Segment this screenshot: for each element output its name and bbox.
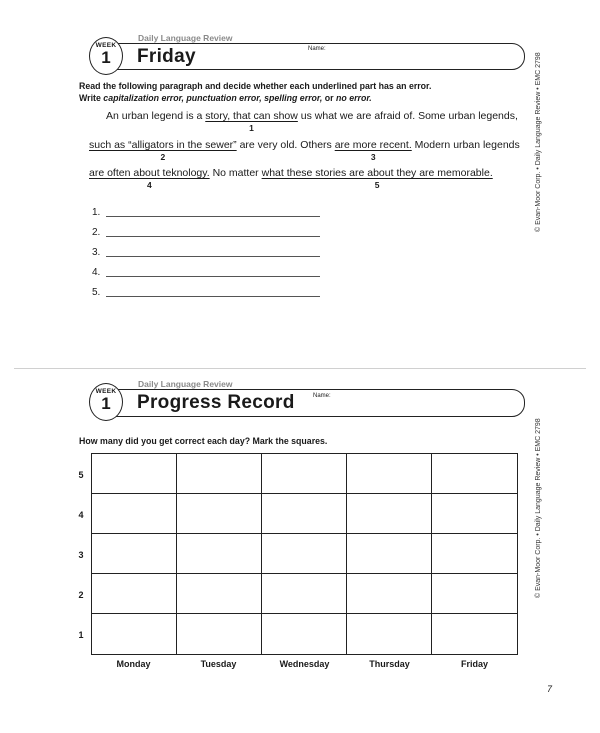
row-label-3: 3 — [78, 550, 84, 560]
grid-square[interactable] — [92, 574, 177, 614]
grid-square[interactable] — [432, 534, 517, 574]
marker-1: 1 — [249, 123, 254, 133]
series-title: Daily Language Review — [138, 33, 233, 43]
grid-square[interactable] — [432, 494, 517, 534]
row-label-1: 1 — [78, 630, 84, 640]
grid-square[interactable] — [177, 494, 262, 534]
cut-line — [14, 368, 586, 369]
grid-square[interactable] — [177, 614, 262, 654]
answer-label-4: 4. — [92, 267, 101, 278]
answer-line-4[interactable] — [106, 276, 320, 277]
grid-square[interactable] — [262, 614, 347, 654]
answer-label-2: 2. — [92, 227, 101, 238]
name-label-2: Name: — [313, 393, 331, 399]
grid-square[interactable] — [347, 454, 432, 494]
day-label-tuesday: Tuesday — [200, 659, 237, 669]
answer-line-3[interactable] — [106, 256, 320, 257]
day-label-friday: Friday — [460, 659, 488, 669]
underlined-part-2: such as “alligators in the sewer” 2 — [89, 139, 237, 162]
week-number: 1 — [101, 48, 111, 67]
grid-square[interactable] — [432, 574, 517, 614]
grid-square[interactable] — [177, 454, 262, 494]
instructions-line2: Write capitalization error, punctuation error, spelling error, or no error. — [79, 92, 372, 103]
grid-square[interactable] — [432, 614, 517, 654]
answer-line-5[interactable] — [106, 296, 320, 297]
grid-square[interactable] — [432, 454, 517, 494]
paragraph-line-2: such as “alligators in the sewer” 2 are very old. Others are more recent. 3 Modern urban legends — [89, 139, 520, 162]
day-label-thursday: Thursday — [369, 659, 410, 669]
paragraph-line-1: An urban legend is a story, that can show 1 us what we are afraid of. Some urban legends, — [106, 110, 518, 133]
answer-line-2[interactable] — [106, 236, 320, 237]
grid-square[interactable] — [92, 454, 177, 494]
grid-square[interactable] — [347, 534, 432, 574]
grid-square[interactable] — [262, 454, 347, 494]
marker-2: 2 — [160, 152, 166, 162]
instructions-line1: Read the following paragraph and decide whether each underlined part has an error. — [79, 81, 432, 91]
row-label-2: 2 — [78, 590, 84, 600]
row-label-4: 4 — [78, 510, 84, 520]
week-number-2: 1 — [101, 394, 111, 413]
name-label: Name: — [308, 46, 326, 52]
week-badge-2 — [89, 383, 123, 421]
grid-square[interactable] — [177, 534, 262, 574]
instructions — [79, 81, 519, 104]
grid-square[interactable] — [262, 534, 347, 574]
day-label-monday: Monday — [116, 659, 151, 669]
marker-5: 5 — [374, 180, 380, 190]
paragraph-line-3: are often about teknology. 4 No matter what these stories are about they are memorable. 5 — [89, 167, 493, 190]
grid-square[interactable] — [92, 614, 177, 654]
grid-square[interactable] — [92, 494, 177, 534]
week-label-2: WEEK — [95, 388, 117, 395]
answer-label-1: 1. — [92, 207, 101, 218]
progress-title: Progress Record — [137, 392, 295, 413]
underlined-part-5: what these stories are about they are memorable. 5 — [261, 167, 493, 190]
series-title-2: Daily Language Review — [138, 379, 233, 389]
copyright-side-text-top: © Evan-Moor Corp. • Daily Language Review • EMC 2798 — [535, 52, 542, 232]
day-label-wednesday: Wednesday — [279, 659, 330, 669]
answer-line-1[interactable] — [106, 216, 320, 217]
underlined-part-4: are often about teknology. 4 — [89, 167, 210, 190]
answer-label-5: 5. — [92, 287, 101, 298]
grid-square[interactable] — [347, 494, 432, 534]
grid-square[interactable] — [92, 534, 177, 574]
underlined-part-3: are more recent. 3 — [334, 139, 412, 162]
grid-square[interactable] — [262, 494, 347, 534]
grid-square[interactable] — [177, 574, 262, 614]
week-badge — [89, 37, 123, 75]
grid-square[interactable] — [262, 574, 347, 614]
week-label: WEEK — [95, 42, 117, 49]
marker-3: 3 — [370, 152, 376, 162]
answer-label-3: 3. — [92, 247, 101, 258]
underlined-part-1: story, that can show 1 — [205, 110, 298, 133]
row-label-5: 5 — [78, 470, 84, 480]
copyright-side-text-bottom: © Evan-Moor Corp. • Daily Language Review • EMC 2798 — [535, 418, 542, 598]
progress-question: How many did you get correct each day? Mark the squares. — [79, 436, 328, 446]
marker-4: 4 — [146, 180, 152, 190]
day-title: Friday — [137, 46, 196, 67]
grid-square[interactable] — [347, 614, 432, 654]
grid-square[interactable] — [347, 574, 432, 614]
page-number: 7 — [547, 684, 553, 694]
progress-grid — [91, 453, 518, 655]
